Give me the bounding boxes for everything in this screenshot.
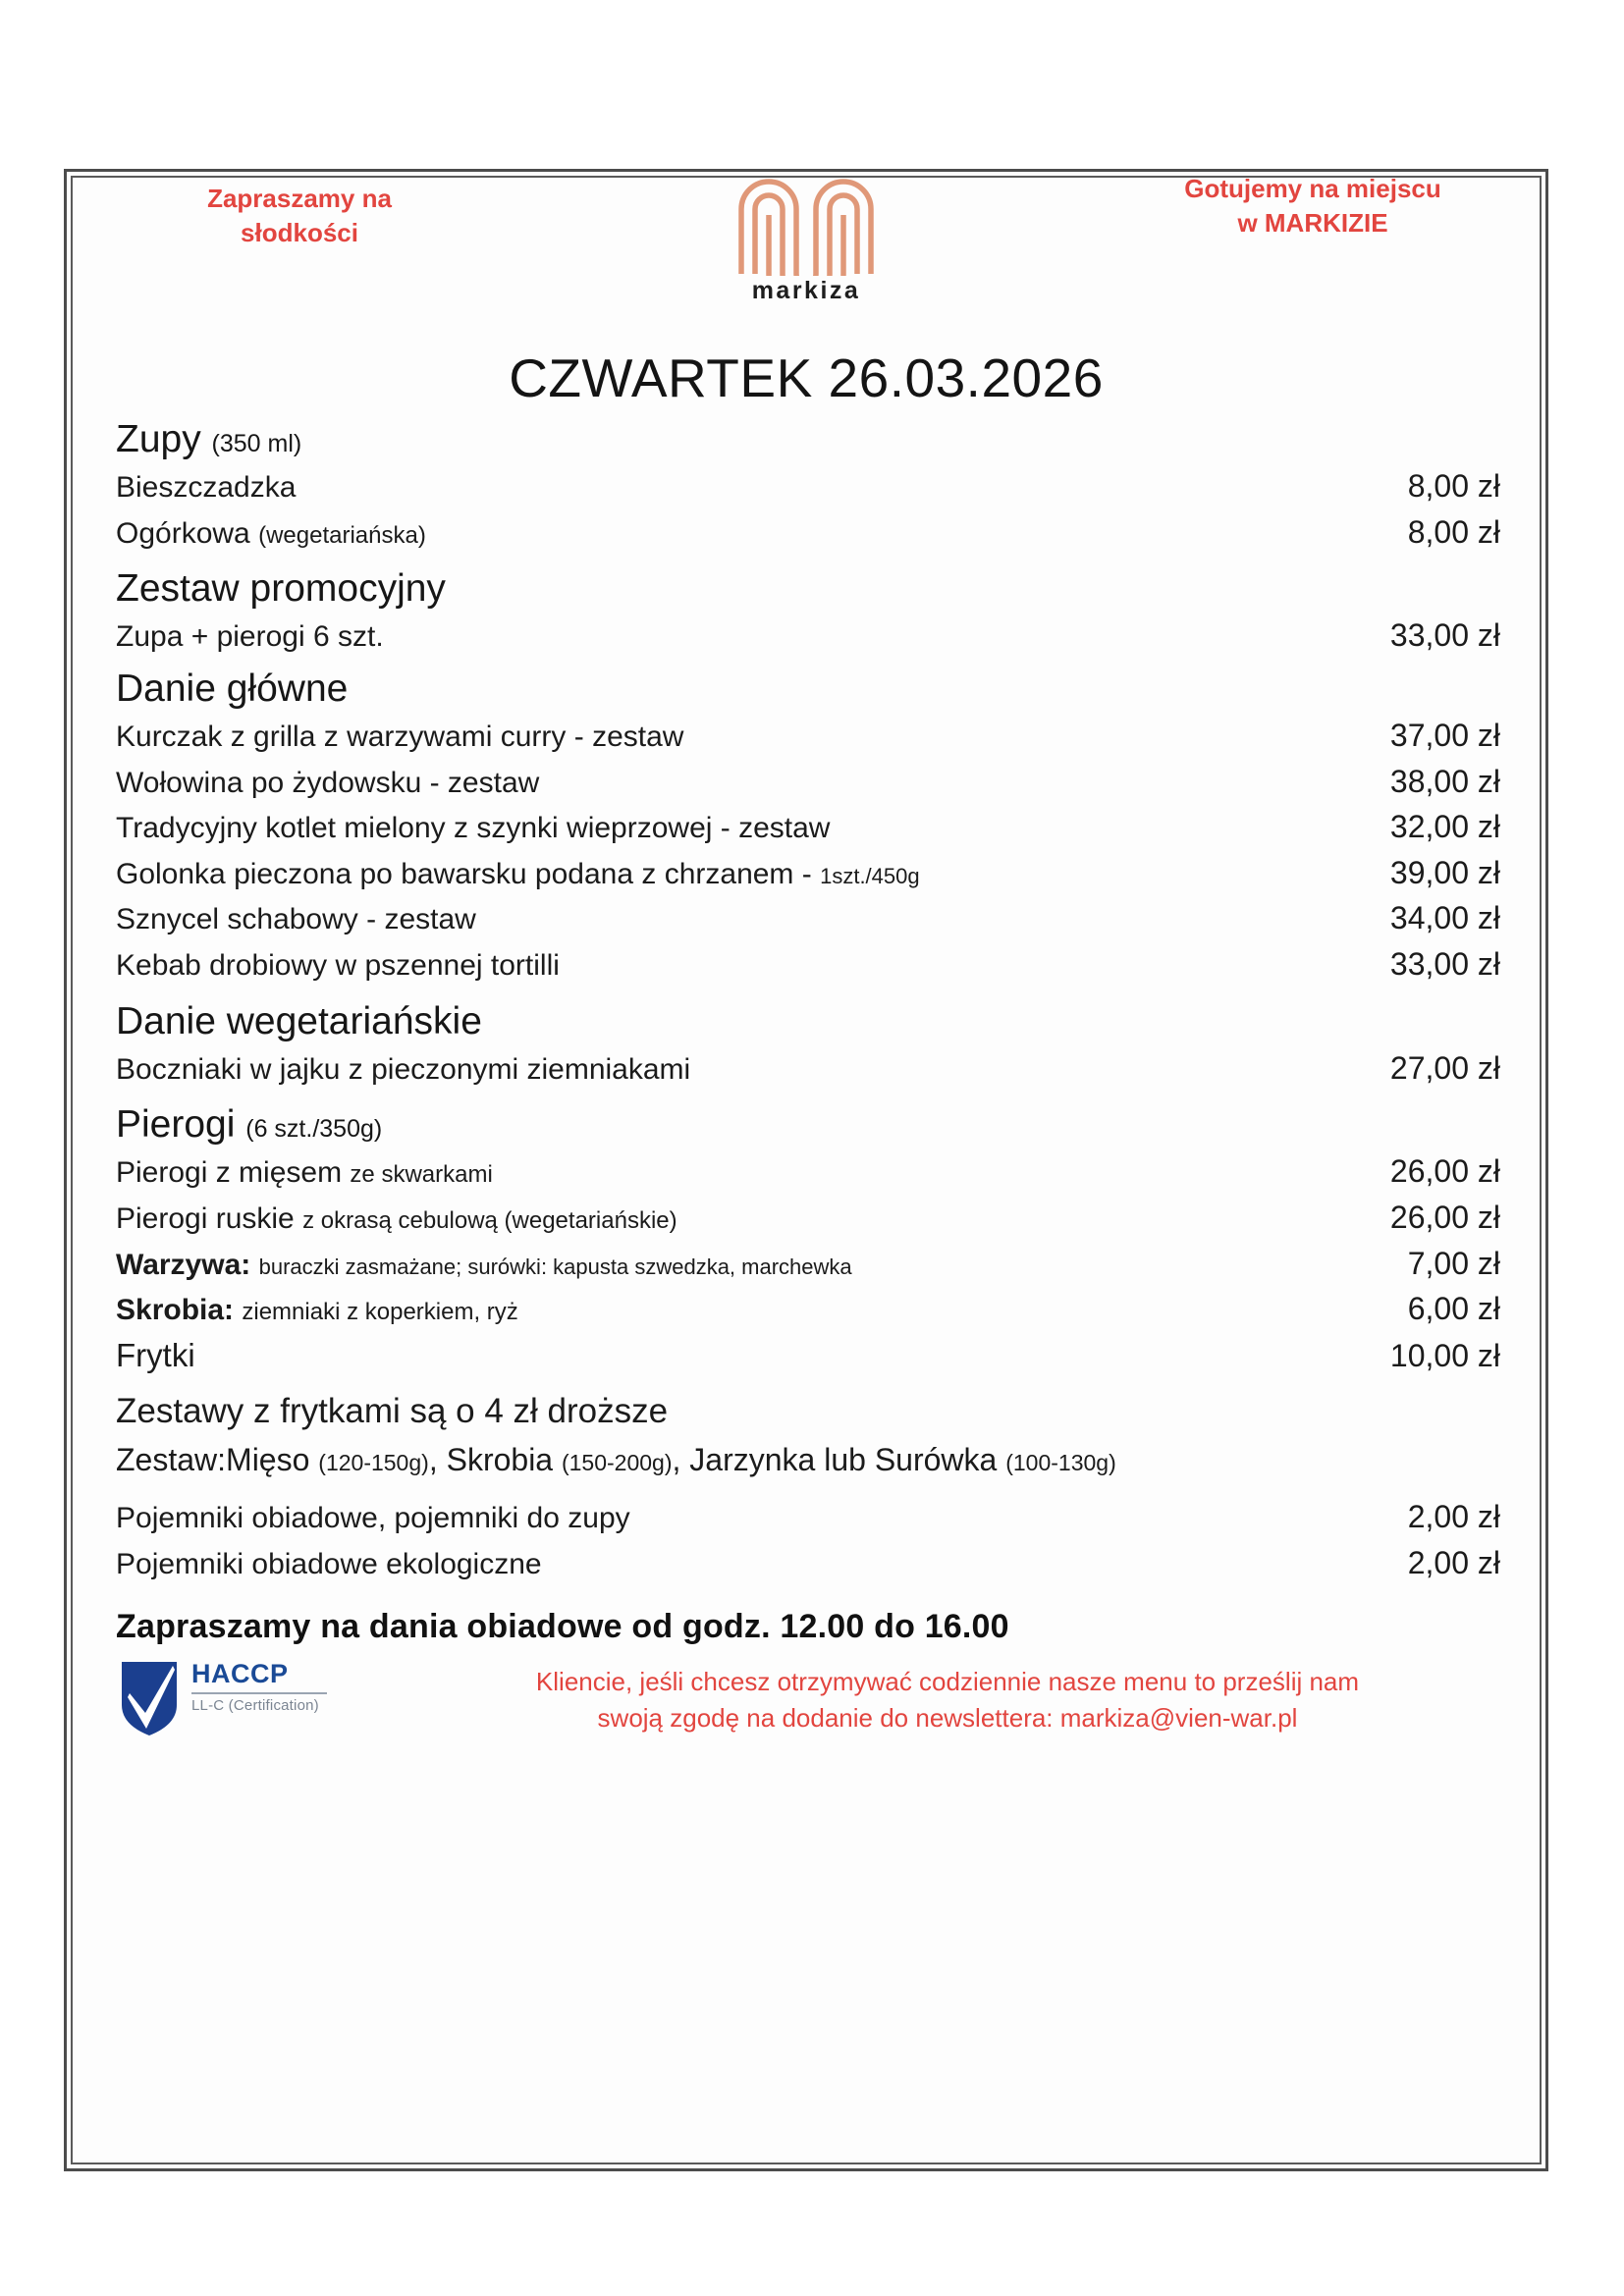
menu-item-price: 33,00 zł — [1389, 946, 1500, 983]
menu-item-title: Ogórkowa — [116, 516, 250, 550]
menu-item-title: Bieszczadzka — [116, 471, 297, 505]
haccp-divider — [191, 1692, 327, 1694]
menu-item-title: Frytki — [116, 1336, 195, 1373]
section-heading-zestaw-promocyjny-label: Zestaw promocyjny — [116, 567, 446, 611]
menu-item-name — [116, 1049, 1324, 1092]
brand-wordmark: markiza — [751, 277, 861, 304]
section-heading-danie-wegetarianskie-label: Danie wegetariańskie — [116, 999, 482, 1042]
haccp-text-block — [191, 1658, 327, 1713]
section-heading-pierogi-label: Pierogi — [116, 1103, 236, 1147]
header-note-cooked-onsite — [1151, 172, 1475, 240]
section-heading-danie-wegetarianskie — [116, 1001, 1514, 1042]
menu-row — [116, 464, 1514, 509]
menu-row — [116, 760, 1514, 805]
menu-item-name — [116, 717, 1324, 759]
menu-item-subtitle: (wegetariańska) — [258, 521, 426, 549]
page-title: CZWARTEK 26.03.2026 — [509, 347, 1104, 408]
menu-item-title: Pierogi ruskie — [116, 1202, 295, 1236]
menu-item-price: 26,00 zł — [1389, 1200, 1500, 1236]
header-note-cooked-line1: Gotujemy na miejscu — [1184, 174, 1441, 203]
header-note-sweets-line2: słodkości — [241, 218, 358, 248]
menu-item-price: 6,00 zł — [1407, 1291, 1500, 1327]
opening-hours-note: Zapraszamy na dania obiadowe od godz. 12.00 do 16.00 — [116, 1607, 1009, 1645]
haccp-certification-badge — [116, 1658, 327, 1738]
menu-item-title: Pierogi z mięsem — [116, 1156, 343, 1190]
menu-item-price: 7,00 zł — [1407, 1245, 1500, 1281]
menu-item-name — [116, 513, 1324, 556]
menu-row — [116, 614, 1514, 659]
menu-item-price: 34,00 zł — [1389, 900, 1500, 936]
menu-item-price: 8,00 zł — [1407, 468, 1500, 505]
menu-item-price: 32,00 zł — [1389, 809, 1500, 845]
menu-item-name — [116, 616, 1324, 659]
menu-item-name — [116, 1199, 1324, 1241]
header-note-sweets — [157, 182, 442, 250]
menu-item-title: Sznycel schabowy - zestaw — [116, 903, 476, 936]
section-heading-zupy — [116, 419, 1514, 460]
newsletter-line1: Kliencie, jeśli chcesz otrzymywać codziennie nasze menu to prześlij nam — [535, 1666, 1360, 1696]
menu-item-name — [116, 854, 1324, 896]
markiza-logo-icon — [731, 170, 881, 276]
menu-row — [116, 1495, 1514, 1540]
menu-item-price: 38,00 zł — [1389, 763, 1500, 799]
menu-item-title: Kurczak z grilla z warzywami curry - zestaw — [116, 721, 684, 754]
section-heading-danie-glowne-label: Danie główne — [116, 667, 349, 710]
menu-item-name — [116, 1498, 1324, 1540]
set-composition-veg: , Jarzynka lub Surówka — [672, 1442, 998, 1478]
menu-item-title: Pojemniki obiadowe ekologiczne — [116, 1548, 542, 1580]
menu-row — [116, 896, 1514, 941]
menu-item-title: Golonka pieczona po bawarsku podana z chrzanem - — [116, 857, 812, 890]
menu-item-title: Warzywa: — [116, 1248, 251, 1281]
menu-row — [116, 805, 1514, 850]
menu-item-title: Kebab drobiowy w pszennej tortilli — [116, 949, 560, 983]
menu-item-name — [116, 1290, 1324, 1332]
menu-item-name — [116, 467, 1324, 509]
newsletter-invitation — [381, 1664, 1514, 1737]
menu-item-name — [116, 1544, 1324, 1586]
header-note-cooked-line2: w MARKIZIE — [1237, 208, 1388, 239]
menu-row — [116, 1333, 1514, 1379]
menu-row — [116, 851, 1514, 896]
menu-row — [116, 510, 1514, 556]
set-composition-meat: Zestaw:Mięso — [116, 1442, 310, 1478]
haccp-checkmark-icon — [116, 1658, 183, 1738]
menu-item-name — [116, 945, 1324, 988]
set-composition-starch: , Skrobia — [428, 1442, 554, 1478]
menu-item-name — [116, 808, 1324, 850]
menu-item-title: Boczniaki w jajku z pieczonymi ziemniakami — [116, 1052, 691, 1086]
menu-item-price: 2,00 zł — [1407, 1499, 1500, 1535]
menu-item-name — [116, 1245, 1324, 1287]
menu-row — [116, 1541, 1514, 1586]
menu-row — [116, 1149, 1514, 1195]
menu-row — [116, 1046, 1514, 1092]
set-composition-note — [116, 1439, 1514, 1481]
set-composition-starch-qty: (150-200g) — [561, 1450, 673, 1476]
menu-item-price: 33,00 zł — [1389, 617, 1500, 654]
menu-item-name — [116, 1152, 1324, 1195]
menu-item-subtitle: ze skwarkami — [350, 1161, 493, 1189]
section-heading-zupy-label: Zupy — [116, 418, 201, 460]
menu-row — [116, 1287, 1514, 1332]
menu-item-title: Pojemniki obiadowe, pojemniki do zupy — [116, 1502, 630, 1535]
menu-row — [116, 714, 1514, 759]
menu-item-title: Zupa + pierogi 6 szt. — [116, 620, 384, 654]
menu-item-price: 8,00 zł — [1407, 513, 1500, 550]
menu-frame — [64, 169, 1548, 2171]
menu-item-title: Wołowina po żydowsku - zestaw — [116, 766, 540, 799]
menu-row — [116, 942, 1514, 988]
menu-row — [116, 1196, 1514, 1241]
menu-item-title: Tradycyjny kotlet mielony z szynki wieprzowej - zestaw — [116, 812, 831, 845]
haccp-subtitle: LL-C (Certification) — [191, 1696, 319, 1714]
menu-footer — [116, 1652, 1514, 1770]
haccp-title: HACCP — [191, 1658, 289, 1688]
newsletter-line2: swoją zgodę na dodanie do newslettera: markiza@vien-war.pl — [597, 1703, 1298, 1734]
menu-item-price: 37,00 zł — [1389, 718, 1500, 754]
menu-item-price: 39,00 zł — [1389, 854, 1500, 890]
spacer — [98, 1483, 1514, 1495]
set-composition-meat-qty: (120-150g) — [318, 1450, 429, 1476]
promo-note-fries: Zestawy z frytkami są o 4 zł droższe — [116, 1391, 669, 1430]
menu-item-subtitle: ziemniaki z koperkiem, ryż — [242, 1299, 518, 1326]
header-note-sweets-line1: Zapraszamy na — [207, 184, 392, 213]
section-heading-danie-glowne — [116, 668, 1514, 710]
menu-header — [98, 172, 1514, 348]
section-heading-pierogi — [116, 1104, 1514, 1146]
menu-item-subtitle: z okrasą cebulową (wegetariańskie) — [302, 1207, 677, 1235]
brand-logo — [698, 170, 914, 305]
menu-content — [67, 172, 1545, 2168]
set-composition-veg-qty: (100-130g) — [1005, 1450, 1116, 1476]
menu-item-subtitle: buraczki zasmażane; surówki: kapusta szwedzka, marchewka — [258, 1254, 852, 1279]
menu-item-price: 26,00 zł — [1389, 1153, 1500, 1190]
section-heading-zupy-qty: (350 ml) — [211, 430, 302, 457]
menu-item-title: Skrobia: — [116, 1294, 235, 1327]
menu-item-price: 2,00 zł — [1407, 1545, 1500, 1580]
menu-item-price: 10,00 zł — [1389, 1337, 1500, 1373]
menu-item-name — [116, 1333, 1324, 1379]
section-heading-pierogi-qty: (6 szt./350g) — [245, 1115, 383, 1144]
menu-item-name — [116, 899, 1324, 941]
menu-item-name — [116, 763, 1324, 805]
menu-row — [116, 1242, 1514, 1287]
menu-item-price: 27,00 zł — [1389, 1049, 1500, 1086]
menu-item-subtitle: 1szt./450g — [820, 863, 920, 888]
section-heading-zestaw-promocyjny — [116, 568, 1514, 610]
